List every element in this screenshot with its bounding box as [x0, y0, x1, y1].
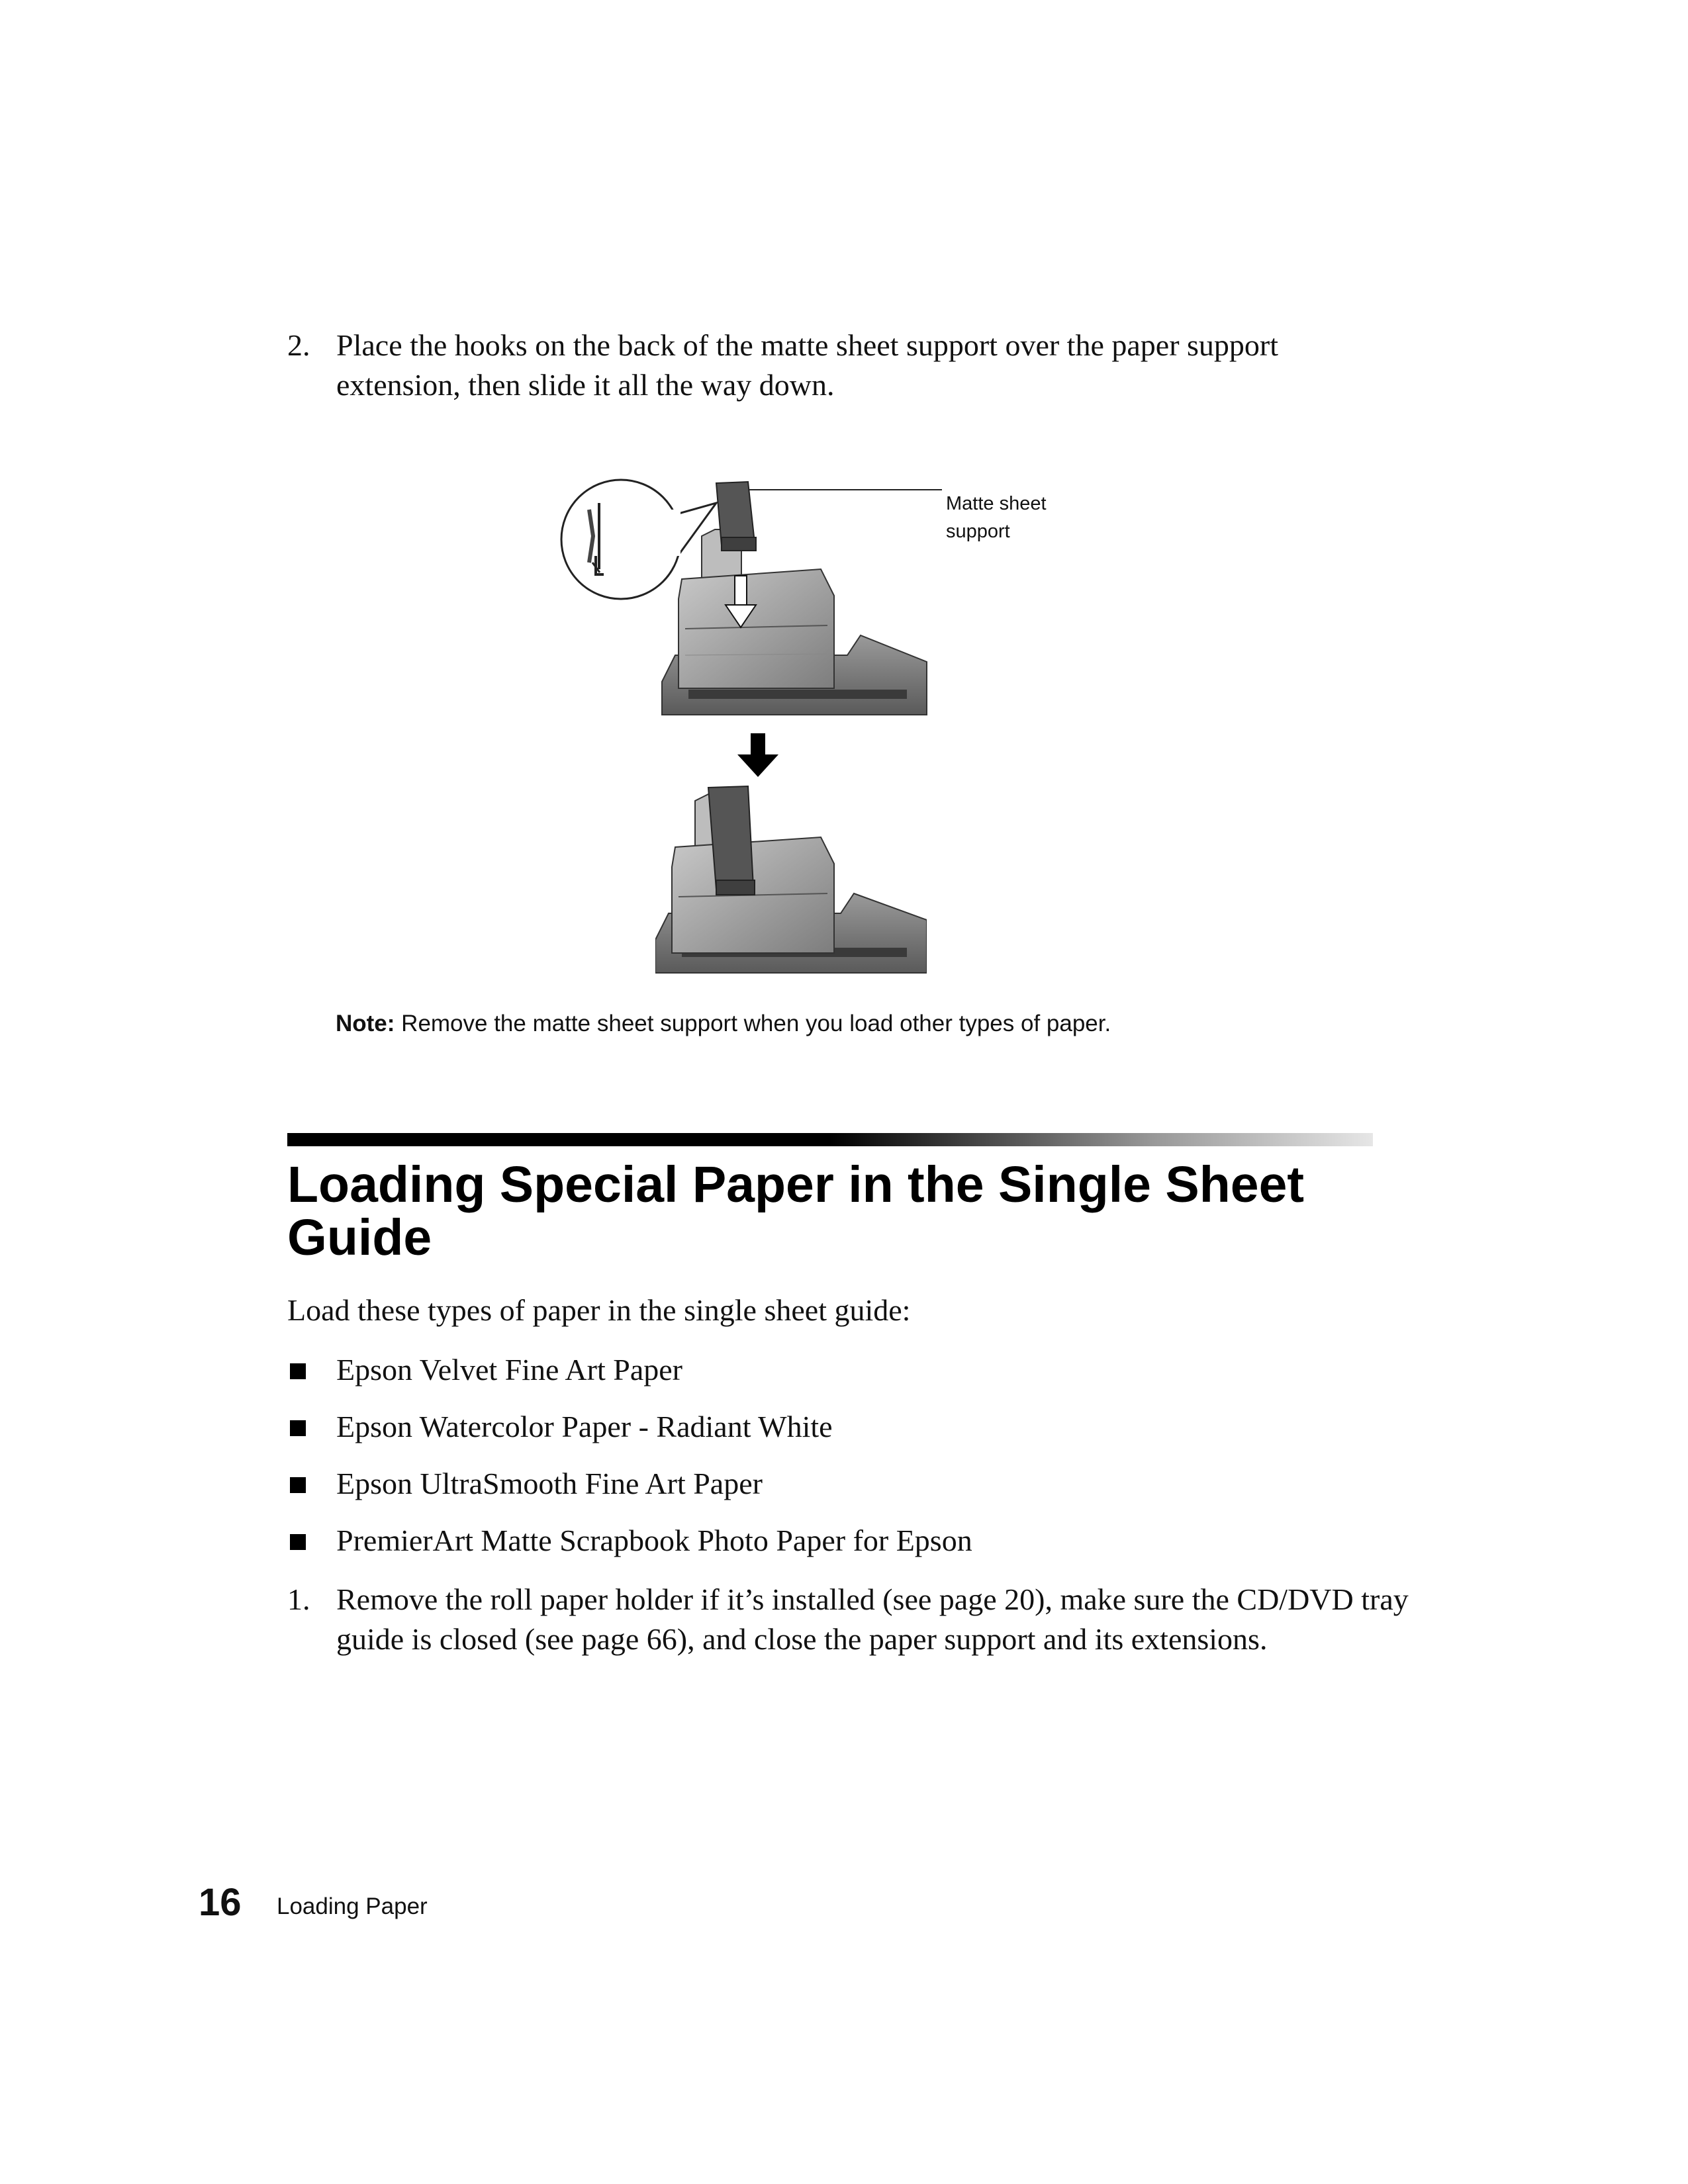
note-label: Note: — [336, 1011, 395, 1036]
step-number: 1. — [287, 1582, 310, 1616]
list-item-text: Epson UltraSmooth Fine Art Paper — [336, 1467, 763, 1500]
list-item-text: PremierArt Matte Scrapbook Photo Paper for Epson — [336, 1524, 972, 1557]
list-item-text: Epson Watercolor Paper - Radiant White — [336, 1410, 833, 1443]
list-item — [287, 1350, 1413, 1407]
step-number: 2. — [287, 328, 310, 362]
callout-label: Matte sheet support — [946, 493, 1047, 542]
list-item — [287, 1464, 1413, 1521]
paper-type-list — [287, 1350, 1413, 1578]
section-heading: Loading Special Paper in the Single Sheet Guide — [287, 1156, 1305, 1266]
bullet-square-icon — [290, 1477, 306, 1493]
list-item — [287, 1521, 1413, 1578]
note — [336, 1007, 1461, 1040]
list-item-text: Epson Velvet Fine Art Paper — [336, 1353, 682, 1387]
section-intro: Load these types of paper in the single sheet guide: — [287, 1293, 911, 1327]
step-2 — [287, 326, 1413, 412]
step-1 — [287, 1580, 1413, 1712]
bullet-square-icon — [290, 1420, 306, 1436]
bullet-square-icon — [290, 1363, 306, 1379]
step-text: Remove the roll paper holder if it’s installed (see page 20), make sure the CD/DVD tray guide is closed (see page 66), and close the paper support and its extensions. — [336, 1582, 1409, 1656]
footer-chapter-title: Loading Paper — [277, 1893, 428, 1919]
note-text: Remove the matte sheet support when you load other types of paper. — [395, 1011, 1111, 1036]
page-number: 16 — [199, 1881, 242, 1924]
section-divider — [287, 1133, 1373, 1146]
step-text: Place the hooks on the back of the matte sheet support over the paper support extension, then slide it all the way down. — [336, 328, 1279, 402]
bullet-square-icon — [290, 1534, 306, 1550]
list-item — [287, 1407, 1413, 1464]
printer-illustration-after — [655, 781, 927, 979]
arrow-down-icon — [735, 733, 781, 780]
